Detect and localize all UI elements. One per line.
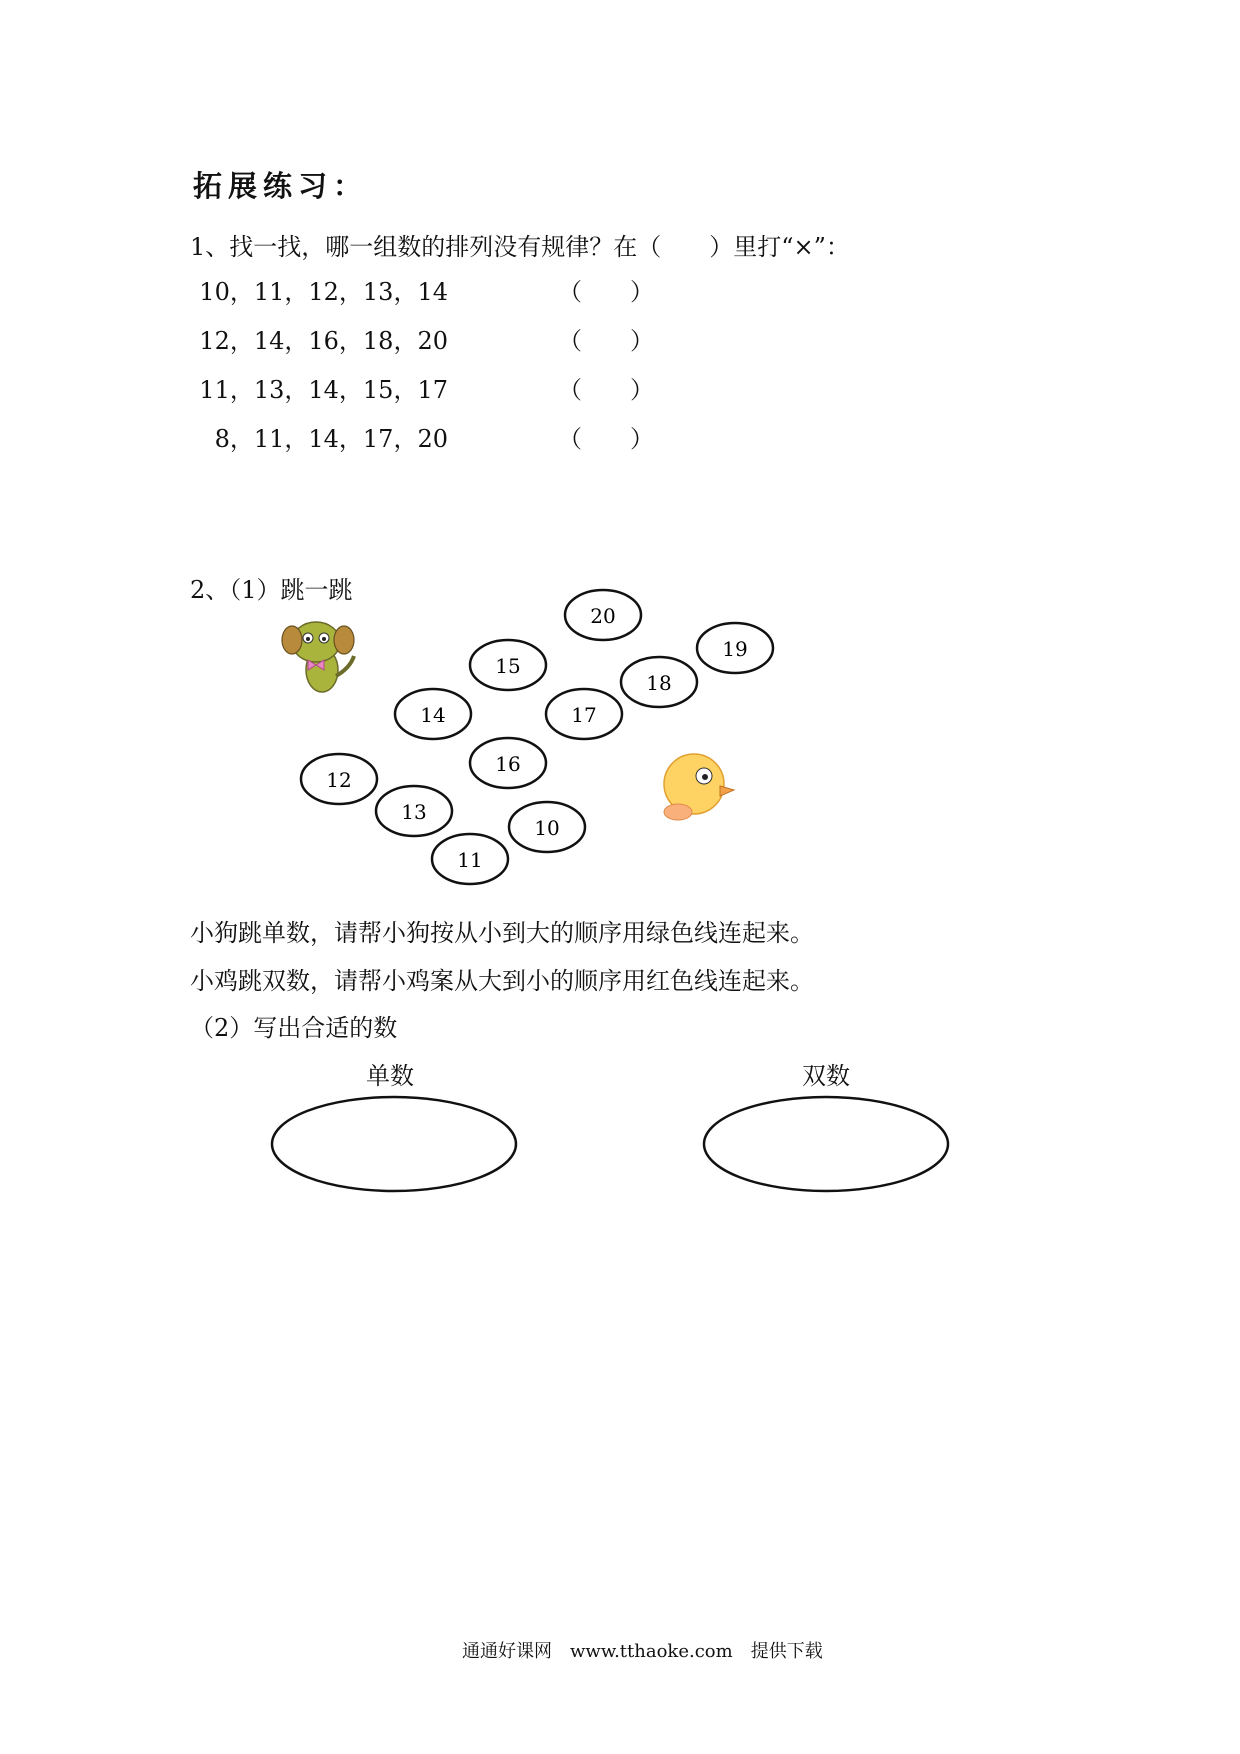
number-bubble[interactable] — [395, 689, 471, 739]
odd-label: 单数 — [366, 1062, 414, 1090]
sequence-text: 12，14，16，18，20 — [199, 327, 448, 355]
question-1-prompt: 1、找一找，哪一组数的排列没有规律？在（ ）里打“×”： — [190, 233, 850, 261]
answer-parens[interactable]: （ ） — [558, 327, 654, 355]
even-label: 双数 — [802, 1062, 850, 1090]
answer-parens[interactable]: （ ） — [558, 278, 654, 306]
question-2-heading: 2、（1）跳一跳 — [190, 576, 353, 604]
sequence-text: 11，13，14，15，17 — [199, 376, 448, 404]
bubble-number: 18 — [646, 671, 672, 695]
odd-answer-oval[interactable] — [272, 1097, 516, 1191]
number-bubble[interactable] — [376, 786, 452, 836]
question-2-sub-heading: （2）写出合适的数 — [190, 1014, 398, 1042]
number-bubble[interactable] — [432, 834, 508, 884]
chick-icon — [664, 754, 734, 820]
number-bubble[interactable] — [621, 657, 697, 707]
footer-credit: 通通好课网 www.tthaoke.com 提供下载 — [462, 1641, 823, 1662]
bubble-number: 14 — [420, 703, 446, 727]
bubble-number: 19 — [722, 637, 748, 661]
number-bubbles — [301, 590, 773, 884]
dog-instruction: 小狗跳单数，请帮小狗按从小到大的顺序用绿色线连起来。 — [190, 919, 814, 947]
bubble-number: 13 — [401, 800, 427, 824]
number-bubble[interactable] — [470, 738, 546, 788]
even-answer-oval[interactable] — [704, 1097, 948, 1191]
bubble-number: 17 — [571, 703, 597, 727]
bubble-number: 11 — [457, 848, 483, 872]
number-bubble[interactable] — [546, 689, 622, 739]
bubble-number: 15 — [495, 654, 521, 678]
number-bubble[interactable] — [509, 802, 585, 852]
answer-parens[interactable]: （ ） — [558, 376, 654, 404]
bubble-number: 16 — [495, 752, 521, 776]
number-bubble[interactable] — [697, 623, 773, 673]
sequence-text: 10，11，12，13，14 — [199, 278, 448, 306]
sequence-text: 8，11，14，17，20 — [214, 425, 448, 453]
bubble-number: 12 — [326, 768, 352, 792]
bubble-number: 10 — [534, 816, 560, 840]
number-bubble[interactable] — [301, 754, 377, 804]
page-title: 拓展练习： — [193, 169, 369, 203]
dog-icon — [282, 622, 354, 692]
chick-instruction: 小鸡跳双数，请帮小鸡案从大到小的顺序用红色线连起来。 — [190, 967, 814, 995]
number-bubble[interactable] — [470, 640, 546, 690]
number-bubble[interactable] — [565, 590, 641, 640]
answer-parens[interactable]: （ ） — [558, 425, 654, 453]
bubble-number: 20 — [590, 604, 616, 628]
